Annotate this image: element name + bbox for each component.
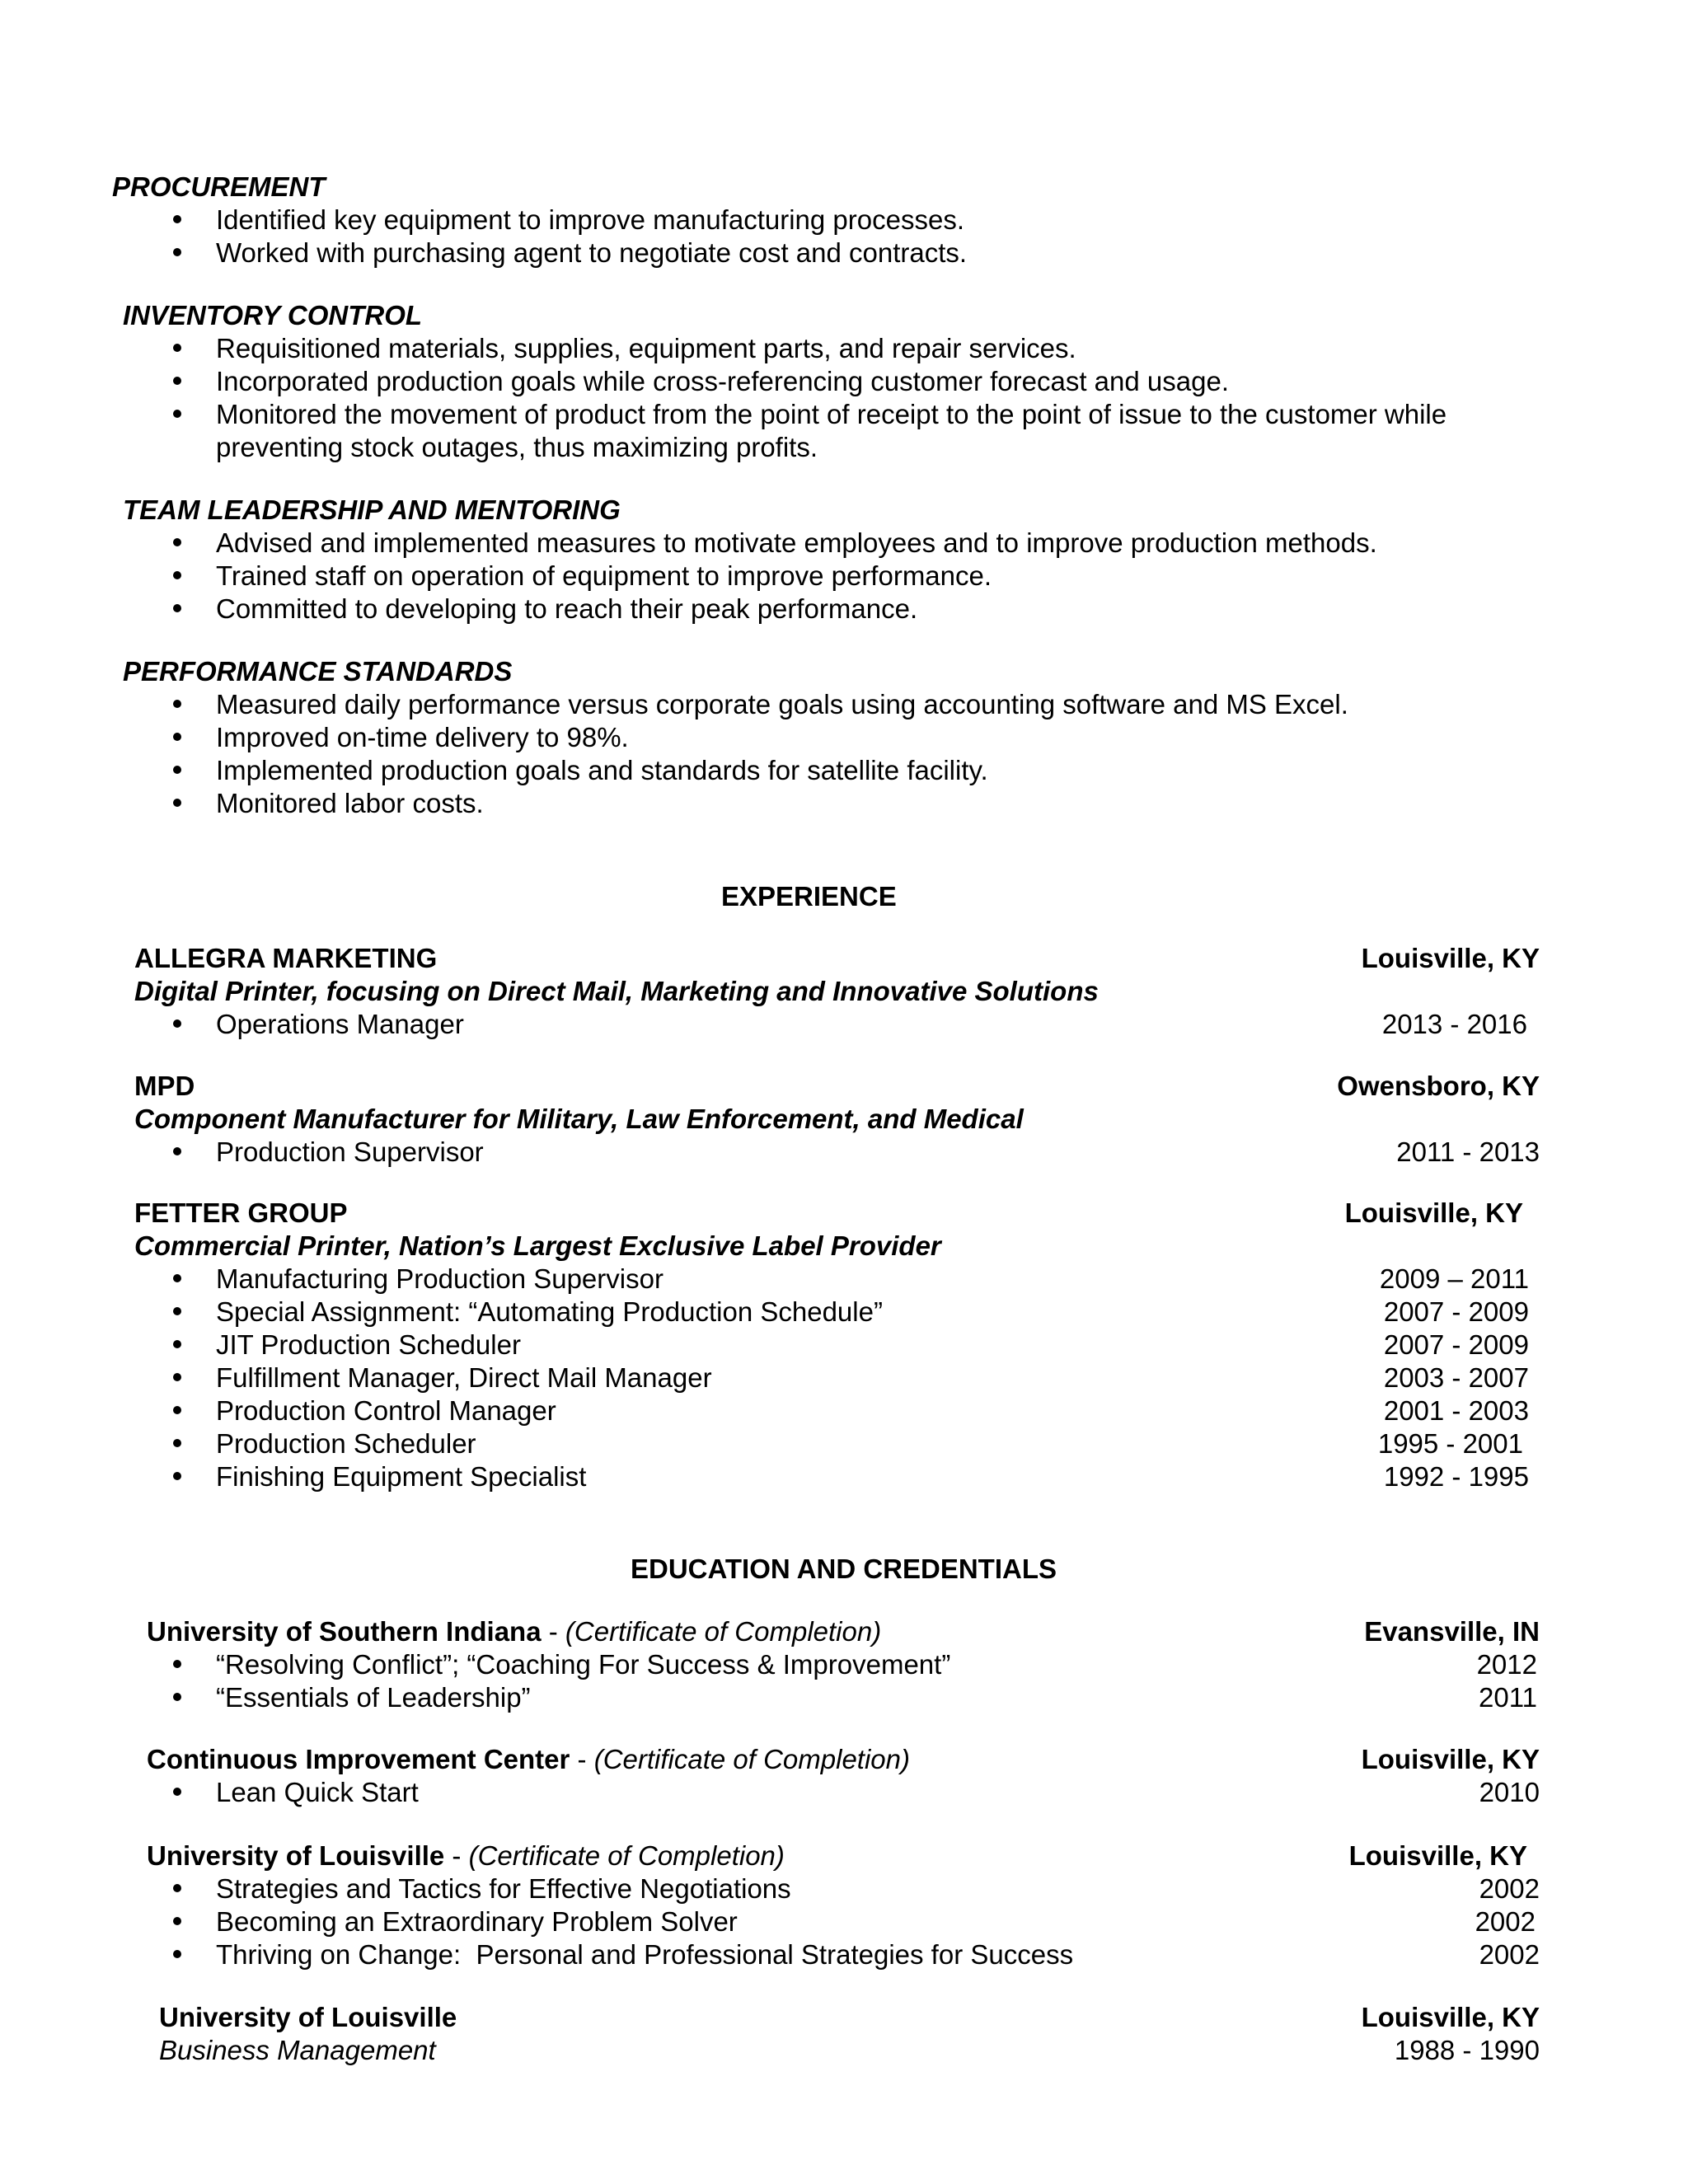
skill-heading-procurement: PROCUREMENT [112, 171, 326, 202]
bullet-icon [173, 1274, 181, 1282]
course-year: 2002 [1475, 1906, 1536, 1937]
bullet-icon [173, 1406, 181, 1414]
degree-field: Business Management [159, 2035, 436, 2065]
institution-line [147, 1743, 910, 1776]
skill-heading-team-leadership: TEAM LEADERSHIP AND MENTORING [123, 494, 621, 525]
bullet-icon [173, 604, 181, 612]
course-year: 2002 [1479, 1939, 1540, 1970]
bullet-icon [173, 1660, 181, 1668]
role-dates: 2007 - 2009 [1383, 1329, 1529, 1360]
role-dates: 2009 – 2011 [1379, 1263, 1529, 1294]
bullet-icon [173, 1307, 181, 1315]
institution-location: Louisville, KY [1348, 1840, 1527, 1871]
skill-heading-performance-standards: PERFORMANCE STANDARDS [123, 656, 513, 687]
employer-location: Louisville, KY [1361, 943, 1540, 973]
bullet-icon [173, 248, 181, 256]
institution-note: (Certificate of Completion) [593, 1744, 911, 1774]
course-year: 2011 [1479, 1682, 1537, 1713]
bullet-icon [173, 1373, 181, 1381]
institution-name: Continuous Improvement Center [147, 1744, 570, 1774]
list-item-continuation: preventing stock outages, thus maximizing profits. [216, 432, 818, 462]
bullet-icon [173, 1340, 181, 1348]
skill-heading-inventory-control: INVENTORY CONTROL [123, 300, 423, 330]
institution-name: University of Southern Indiana [147, 1616, 542, 1647]
role-dates: 2003 - 2007 [1383, 1362, 1529, 1393]
section-title-education: EDUCATION AND CREDENTIALS [631, 1554, 1057, 1584]
bullet-icon [173, 215, 181, 223]
bullet-icon [173, 410, 181, 418]
employer-name: MPD [134, 1071, 195, 1101]
bullet-icon [173, 538, 181, 546]
bullet-icon [173, 344, 181, 352]
role-dates: 1992 - 1995 [1383, 1461, 1529, 1492]
bullet-icon [173, 700, 181, 708]
institution-name: University of Louisville [159, 2002, 457, 2032]
institution-note: (Certificate of Completion) [565, 1616, 882, 1647]
institution-separator: - [570, 1744, 594, 1774]
institution-location: Louisville, KY [1361, 2002, 1540, 2032]
bullet-icon [173, 1147, 181, 1155]
bullet-icon [173, 1950, 181, 1958]
course-year: 2002 [1479, 1873, 1540, 1904]
bullet-icon [173, 1019, 181, 1028]
institution-separator: - [444, 1840, 469, 1871]
bullet-icon [173, 377, 181, 385]
role-dates: 2011 - 2013 [1396, 1137, 1540, 1167]
bullet-icon [173, 571, 181, 579]
institution-separator: - [541, 1616, 565, 1647]
role-dates: 2013 - 2016 [1381, 1009, 1527, 1039]
institution-note: (Certificate of Completion) [468, 1840, 785, 1871]
course-year: 2010 [1479, 1777, 1540, 1807]
institution-line [147, 1840, 785, 1872]
employer-description: Component Manufacturer for Military, Law Enforcement, and Medical [134, 1104, 1024, 1134]
employer-location: Louisville, KY [1344, 1197, 1523, 1228]
bullet-icon [173, 1788, 181, 1796]
bullet-icon [173, 1439, 181, 1447]
institution-name: University of Louisville [147, 1840, 445, 1871]
bullet-icon [173, 1917, 181, 1925]
bullet-icon [173, 1693, 181, 1701]
bullet-icon [173, 733, 181, 741]
bullet-icon [173, 1884, 181, 1892]
role-dates: 2007 - 2009 [1383, 1296, 1529, 1327]
employer-description: Digital Printer, focusing on Direct Mail, Marketing and Innovative Solutions [134, 976, 1099, 1006]
institution-location: Louisville, KY [1361, 1744, 1540, 1774]
course-year: 2012 [1476, 1649, 1537, 1680]
institution-location: Evansville, IN [1364, 1616, 1540, 1647]
employer-location: Owensboro, KY [1337, 1071, 1540, 1101]
bullet-icon [173, 766, 181, 774]
role-dates: 2001 - 2003 [1383, 1395, 1529, 1426]
employer-description: Commercial Printer, Nation’s Largest Exclusive Label Provider [134, 1230, 941, 1261]
institution-line [147, 1615, 881, 1648]
role-dates: 1995 - 2001 [1377, 1428, 1523, 1459]
employer-name: FETTER GROUP [134, 1197, 348, 1228]
bullet-icon [173, 1472, 181, 1480]
bullet-icon [173, 799, 181, 807]
degree-dates: 1988 - 1990 [1394, 2035, 1540, 2065]
employer-name: ALLEGRA MARKETING [134, 943, 438, 973]
section-title-experience: EXPERIENCE [721, 881, 897, 912]
